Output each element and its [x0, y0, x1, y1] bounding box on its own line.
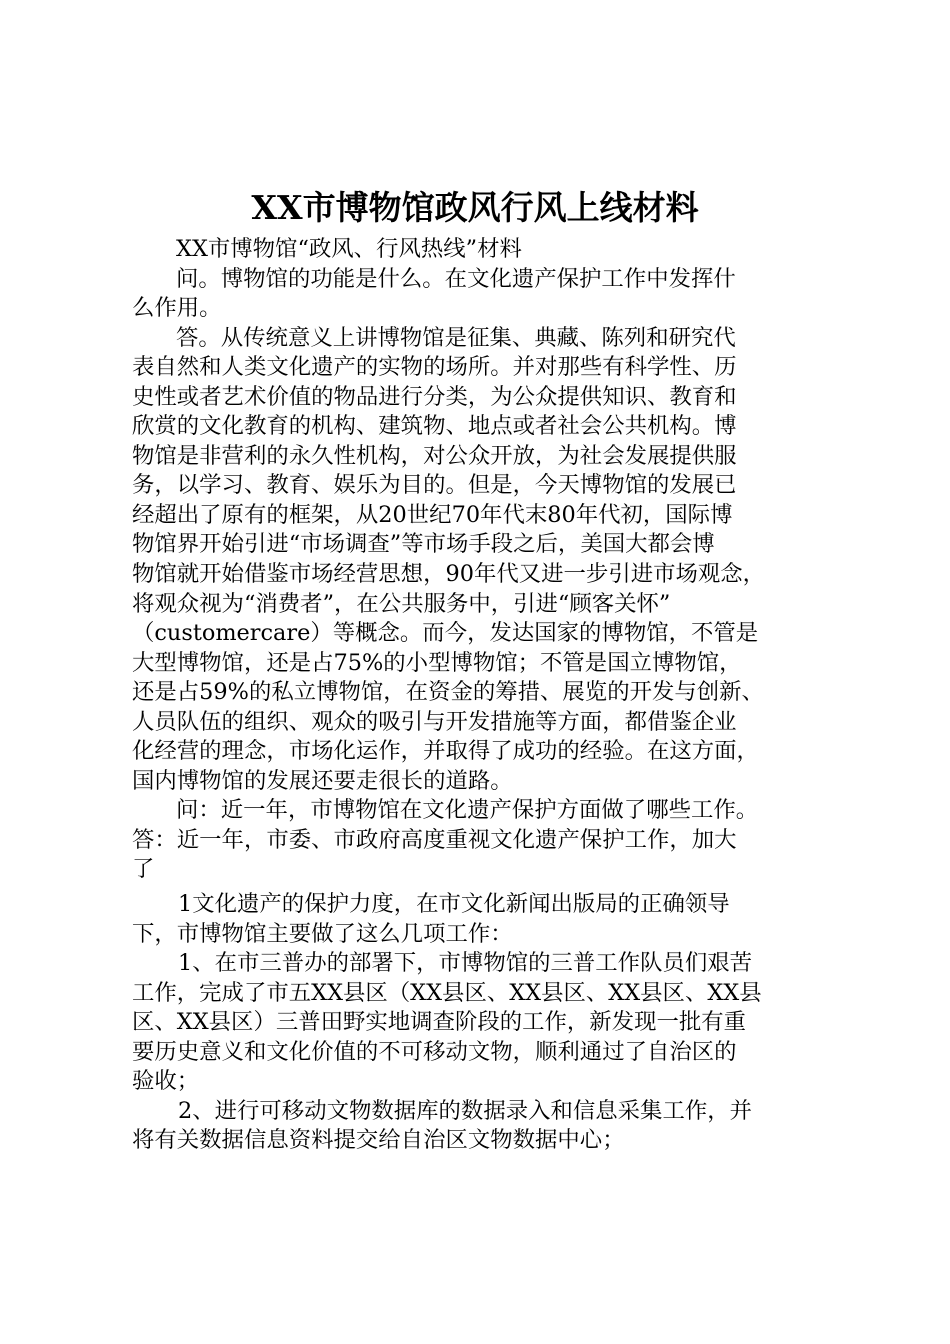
paragraph-line: 1文化遗产的保护力度，在市文化新闻出版局的正确领导	[178, 891, 730, 918]
paragraph-line: 经超出了原有的框架，从20世纪70年代末80年代初，国际博	[132, 501, 733, 528]
paragraph-line: 么作用。	[132, 295, 222, 322]
paragraph-line: 下，市博物馆主要做了这么几项工作：	[132, 920, 513, 947]
document-body	[132, 235, 832, 1156]
paragraph-line: 大型博物馆，还是占75%的小型博物馆；不管是国立博物馆，	[132, 649, 742, 676]
paragraph-line: 表自然和人类文化遗产的实物的场所。并对那些有科学性、历	[132, 354, 737, 381]
paragraph-line: 国内博物馆的发展还要走很长的道路。	[132, 767, 513, 794]
paragraph-line: 物馆是非营利的永久性机构，对公众开放，为社会发展提供服	[132, 442, 737, 469]
paragraph-line: 务，以学习、教育、娱乐为目的。但是，今天博物馆的发展已	[132, 472, 737, 499]
paragraph-line: 人员队伍的组织、观众的吸引与开发措施等方面，都借鉴企业	[132, 708, 737, 735]
paragraph-line: （customercare）等概念。而今，发达国家的博物馆，不管是	[132, 620, 759, 647]
paragraph-line: 1、在市三普办的部署下，市博物馆的三普工作队员们艰苦	[178, 950, 753, 977]
paragraph-line: XX市博物馆“政风、行风热线”材料	[176, 236, 522, 262]
paragraph-line: 2、进行可移动文物数据库的数据录入和信息采集工作，并	[178, 1097, 753, 1124]
paragraph-line: 了	[132, 856, 155, 883]
paragraph-line: 还是占59%的私立博物馆，在资金的筹措、展览的开发与创新、	[132, 679, 764, 706]
paragraph-line: 将观众视为“消费者”，在公共服务中，引进“顾客关怀”	[132, 590, 671, 617]
paragraph-line: 欣赏的文化教育的机构、建筑物、地点或者社会公共机构。博	[132, 413, 737, 440]
paragraph-line: 物馆就开始借鉴市场经营思想，90年代又进一步引进市场观念，	[132, 561, 766, 588]
paragraph-line: 验收；	[132, 1068, 200, 1095]
paragraph-line: 将有关数据信息资料提交给自治区文物数据中心；	[132, 1127, 625, 1154]
paragraph-line: 问：近一年，市博物馆在文化遗产保护方面做了哪些工作。	[176, 797, 759, 824]
paragraph-line: 问。博物馆的功能是什么。在文化遗产保护工作中发挥什	[176, 265, 736, 292]
paragraph-line: 工作，完成了市五XX县区（XX县区、XX县区、XX县区、XX县	[132, 979, 762, 1006]
paragraph-line: 要历史意义和文化价值的不可移动文物，顺利通过了自治区的	[132, 1038, 737, 1065]
paragraph-line: 区、XX县区）三普田野实地调查阶段的工作，新发现一批有重	[132, 1009, 747, 1036]
paragraph-line: 答。从传统意义上讲博物馆是征集、典藏、陈列和研究代	[176, 324, 736, 351]
paragraph-line: 物馆界开始引进“市场调查”等市场手段之后，美国大都会博	[132, 531, 715, 558]
paragraph-line: 化经营的理念，市场化运作，并取得了成功的经验。在这方面，	[132, 738, 759, 765]
paragraph-line: 史性或者艺术价值的物品进行分类，为公众提供知识、教育和	[132, 383, 737, 410]
paragraph-line: 答：近一年，市委、市政府高度重视文化遗产保护工作，加大	[132, 826, 737, 853]
document-title: XX市博物馆政风行风上线材料	[251, 188, 699, 227]
